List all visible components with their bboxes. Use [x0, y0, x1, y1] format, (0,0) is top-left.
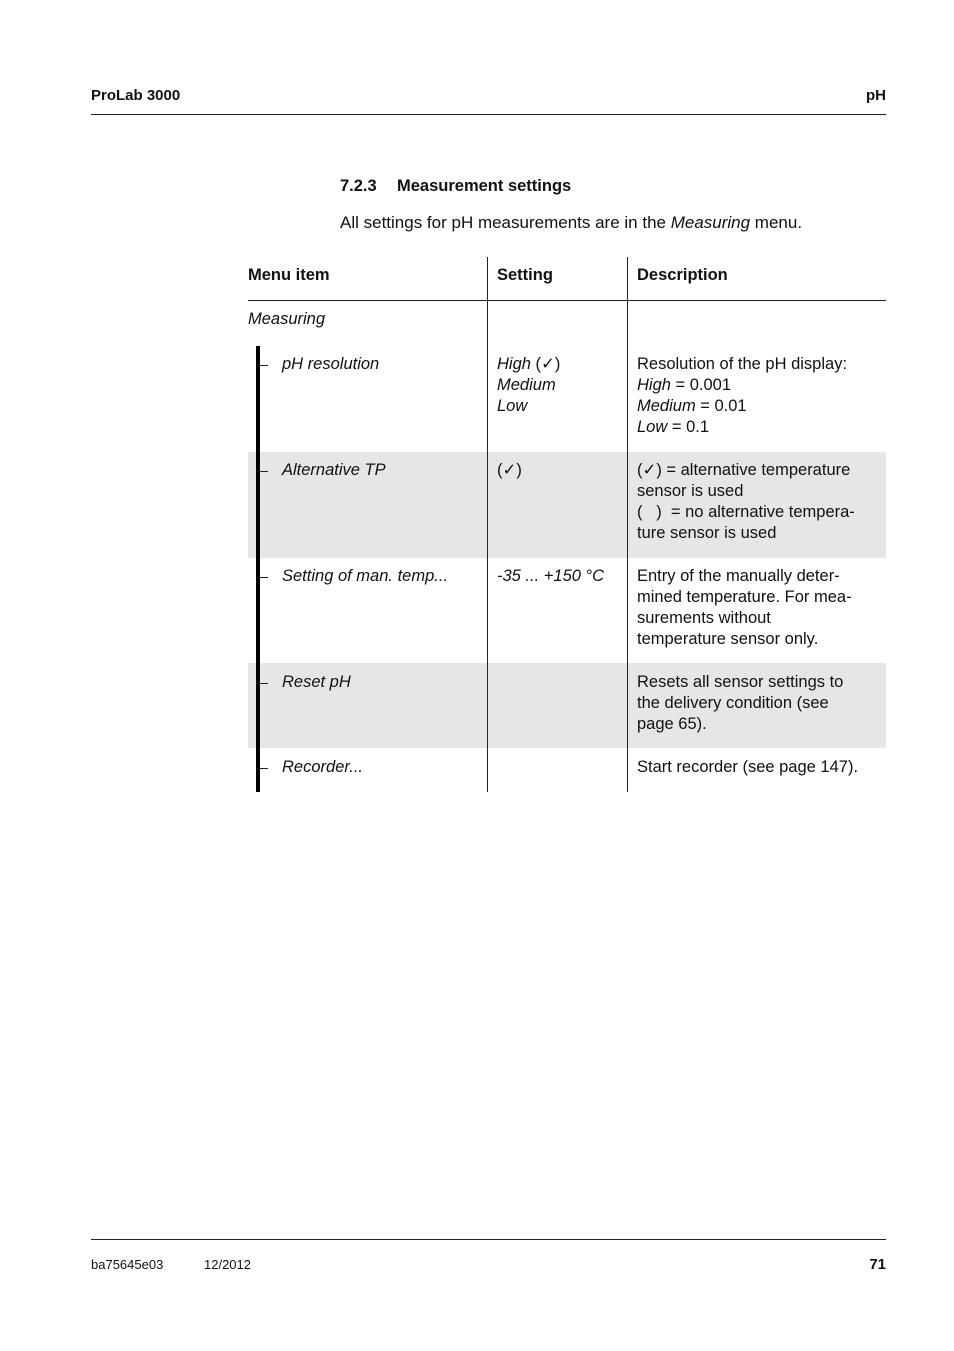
- tree-branch: [260, 471, 268, 472]
- menu-item-label: Reset pH: [282, 673, 351, 691]
- description-line: Medium = 0.01: [637, 397, 747, 415]
- setting-value: High (✓): [497, 355, 561, 373]
- column-header-description: Description: [637, 266, 728, 284]
- setting-value: -35 ... +150 °C: [497, 567, 605, 585]
- description-line: Resets all sensor settings to: [637, 673, 844, 691]
- intro-menu-name: Measuring: [670, 213, 751, 232]
- description-line: (✓) = alternative temperature: [637, 461, 851, 479]
- column-divider: [487, 257, 488, 792]
- setting-value: Medium: [497, 376, 556, 394]
- page-number: 71: [869, 1256, 886, 1273]
- section-number: 7.2.3: [340, 177, 377, 195]
- menu-item-label: Setting of man. temp...: [282, 567, 448, 585]
- header-rule: [91, 114, 886, 115]
- menu-item-label: Recorder...: [282, 758, 364, 776]
- description-line: surements without: [637, 609, 771, 627]
- description-text: [637, 460, 855, 544]
- footer-rule: [91, 1239, 886, 1240]
- description-line: mined temperature. For mea-: [637, 588, 852, 606]
- section-heading: [340, 177, 571, 196]
- description-text: [637, 566, 852, 650]
- description-line: ture sensor is used: [637, 524, 777, 542]
- setting-values: [497, 354, 560, 417]
- setting-value: Low: [497, 397, 528, 415]
- description-line: ( ) = no alternative tempera-: [637, 503, 855, 521]
- column-divider: [627, 257, 628, 792]
- description-line: High = 0.001: [637, 376, 732, 394]
- setting-value: (✓): [497, 461, 522, 479]
- section-title: Measurement settings: [397, 177, 572, 195]
- description-line: temperature sensor only.: [637, 630, 819, 648]
- description-line: sensor is used: [637, 482, 744, 500]
- description-text: [637, 757, 858, 778]
- table-header-rule: [248, 300, 886, 301]
- tree-branch: [260, 577, 268, 578]
- description-line: page 65).: [637, 715, 707, 733]
- tree-branch: [260, 365, 268, 366]
- footer-doc-id: ba75645e03: [91, 1257, 164, 1272]
- description-text: [637, 672, 843, 735]
- running-header-topic: pH: [866, 87, 886, 104]
- description-line: Low = 0.1: [637, 418, 710, 436]
- description-line: the delivery condition (see: [637, 694, 829, 712]
- intro-paragraph: [340, 213, 802, 233]
- menu-item-label: pH resolution: [282, 355, 380, 373]
- menu-group-label: Measuring: [248, 310, 326, 328]
- description-line: Entry of the manually deter-: [637, 567, 840, 585]
- tree-branch: [260, 683, 268, 684]
- column-header-setting: Setting: [497, 266, 553, 284]
- running-header-title: ProLab 3000: [91, 87, 181, 104]
- tree-branch: [260, 768, 268, 769]
- menu-item-label: Alternative TP: [282, 461, 386, 479]
- footer-date: 12/2012: [204, 1257, 251, 1272]
- intro-text-end: menu.: [750, 213, 803, 232]
- intro-text: All settings for pH measurements are in the: [340, 213, 671, 232]
- description-line: Start recorder (see page 147).: [637, 758, 859, 776]
- menu-tree-bar: [256, 346, 260, 792]
- description-text: [637, 354, 847, 438]
- column-header-menu-item: Menu item: [248, 266, 330, 284]
- description-line: Resolution of the pH display:: [637, 355, 848, 373]
- setting-values: [497, 460, 522, 481]
- setting-values: [497, 566, 604, 587]
